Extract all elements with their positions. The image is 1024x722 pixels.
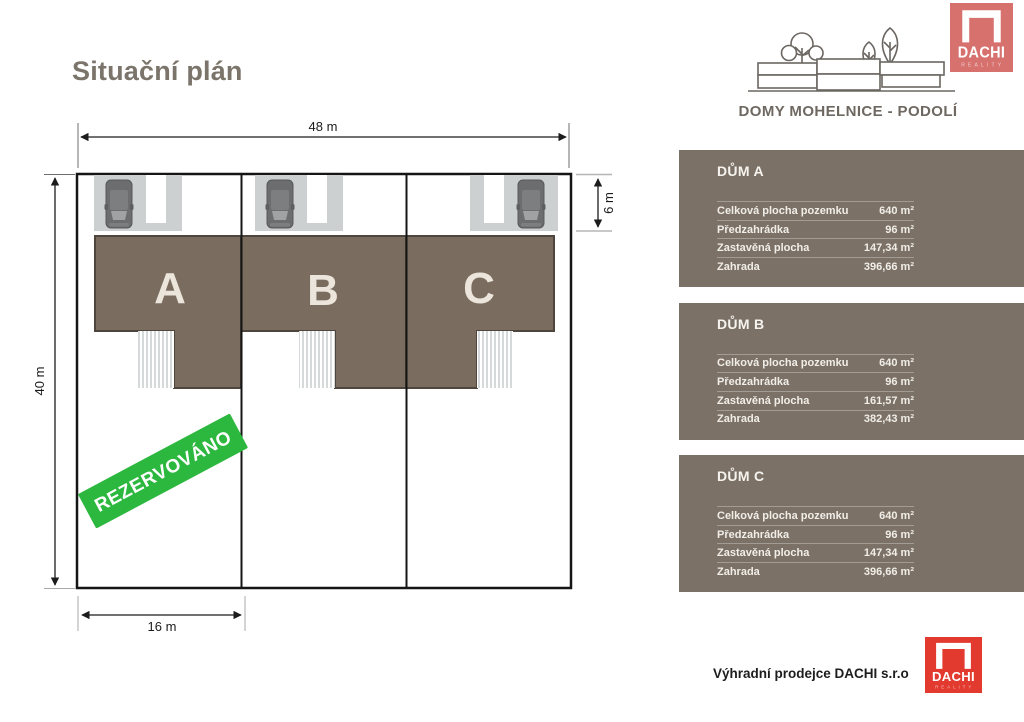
row-label: Zastavěná plocha [717, 547, 810, 560]
dimension-16m [78, 596, 245, 634]
row-value: 96 m² [885, 376, 914, 389]
logo-name: DACHI [957, 43, 1006, 62]
row-value: 396,66 m² [863, 565, 914, 578]
row-value: 396,66 m² [863, 260, 914, 273]
walkway-c [484, 175, 504, 223]
row-value: 147,34 m² [863, 547, 914, 560]
row-label: Předzahrádka [717, 528, 790, 541]
panel-row [717, 525, 914, 544]
panel-row [717, 220, 914, 239]
car-icon [266, 180, 295, 228]
house-label-a: A [154, 264, 186, 313]
house-info-panels [679, 150, 1024, 608]
site-plan [25, 110, 655, 655]
row-label: Zastavěná plocha [717, 394, 810, 407]
row-label: Celková plocha pozemku [717, 204, 849, 217]
panel-row [717, 372, 914, 391]
house-icon [880, 62, 944, 87]
dimension-40m [32, 175, 75, 589]
walkway-a [146, 175, 166, 223]
row-label: Zahrada [717, 260, 760, 273]
panel-row [717, 354, 914, 373]
terrace-stripes-c [477, 331, 513, 388]
panel-title: DŮM A [717, 163, 764, 179]
driveway-c [470, 175, 558, 231]
panel-row [717, 506, 914, 525]
dim-width-label: 48 m [308, 119, 338, 134]
walkway-b [307, 175, 327, 223]
dachi-logo [950, 3, 1013, 72]
dimension-48m [78, 119, 569, 168]
terrace-stripes-a [138, 331, 174, 388]
row-label: Předzahrádka [717, 376, 790, 389]
row-value: 382,43 m² [863, 413, 914, 426]
dachi-logo [925, 637, 982, 693]
terrace-stripes-b [299, 331, 335, 388]
row-value: 96 m² [885, 223, 914, 236]
row-label: Předzahrádka [717, 223, 790, 236]
car-icon [105, 180, 134, 228]
panel-row [717, 238, 914, 257]
house-label-c: C [463, 264, 495, 313]
row-label: Celková plocha pozemku [717, 357, 849, 370]
dim-height-label: 40 m [32, 366, 47, 396]
house-icon [758, 63, 817, 88]
row-value: 161,57 m² [863, 394, 914, 407]
panel-title: DŮM C [717, 468, 765, 484]
panel-dum-a [679, 150, 1024, 287]
panel-dum-b [679, 303, 1024, 440]
row-label: Zahrada [717, 565, 760, 578]
row-label: Zastavěná plocha [717, 242, 810, 255]
panel-dum-c [679, 455, 1024, 592]
project-title: DOMY MOHELNICE - PODOLÍ [738, 103, 958, 120]
panel-row [717, 562, 914, 581]
dimension-6m [576, 175, 616, 232]
dim-lot-label: 16 m [147, 619, 177, 634]
house-icon [817, 59, 880, 90]
logo-subtitle: REALITY [935, 684, 975, 690]
panel-row [717, 257, 914, 276]
page-title: Situační plán [72, 56, 243, 86]
row-value: 96 m² [885, 528, 914, 541]
panel-title: DŮM B [717, 315, 765, 332]
row-label: Celková plocha pozemku [717, 509, 849, 522]
tree-icon [882, 28, 897, 64]
row-value: 640 m² [879, 509, 914, 522]
car-icon [517, 180, 546, 228]
panel-row [717, 391, 914, 410]
logo-subtitle: REALITY [961, 62, 1005, 69]
reserved-badge-label: REZERVOVÁNO [91, 426, 236, 517]
exclusive-seller-text: Výhradní prodejce DACHI s.r.o [713, 666, 909, 681]
panel-row [717, 410, 914, 429]
house-label-b: B [307, 266, 339, 315]
dim-front-label: 6 m [601, 192, 616, 214]
logo-name: DACHI [932, 669, 975, 685]
row-value: 640 m² [879, 204, 914, 217]
driveways [94, 175, 558, 231]
panel-row [717, 201, 914, 220]
row-value: 640 m² [879, 357, 914, 370]
panel-row [717, 543, 914, 562]
row-label: Zahrada [717, 413, 760, 426]
row-value: 147,34 m² [863, 242, 914, 255]
houses-illustration [740, 10, 965, 98]
